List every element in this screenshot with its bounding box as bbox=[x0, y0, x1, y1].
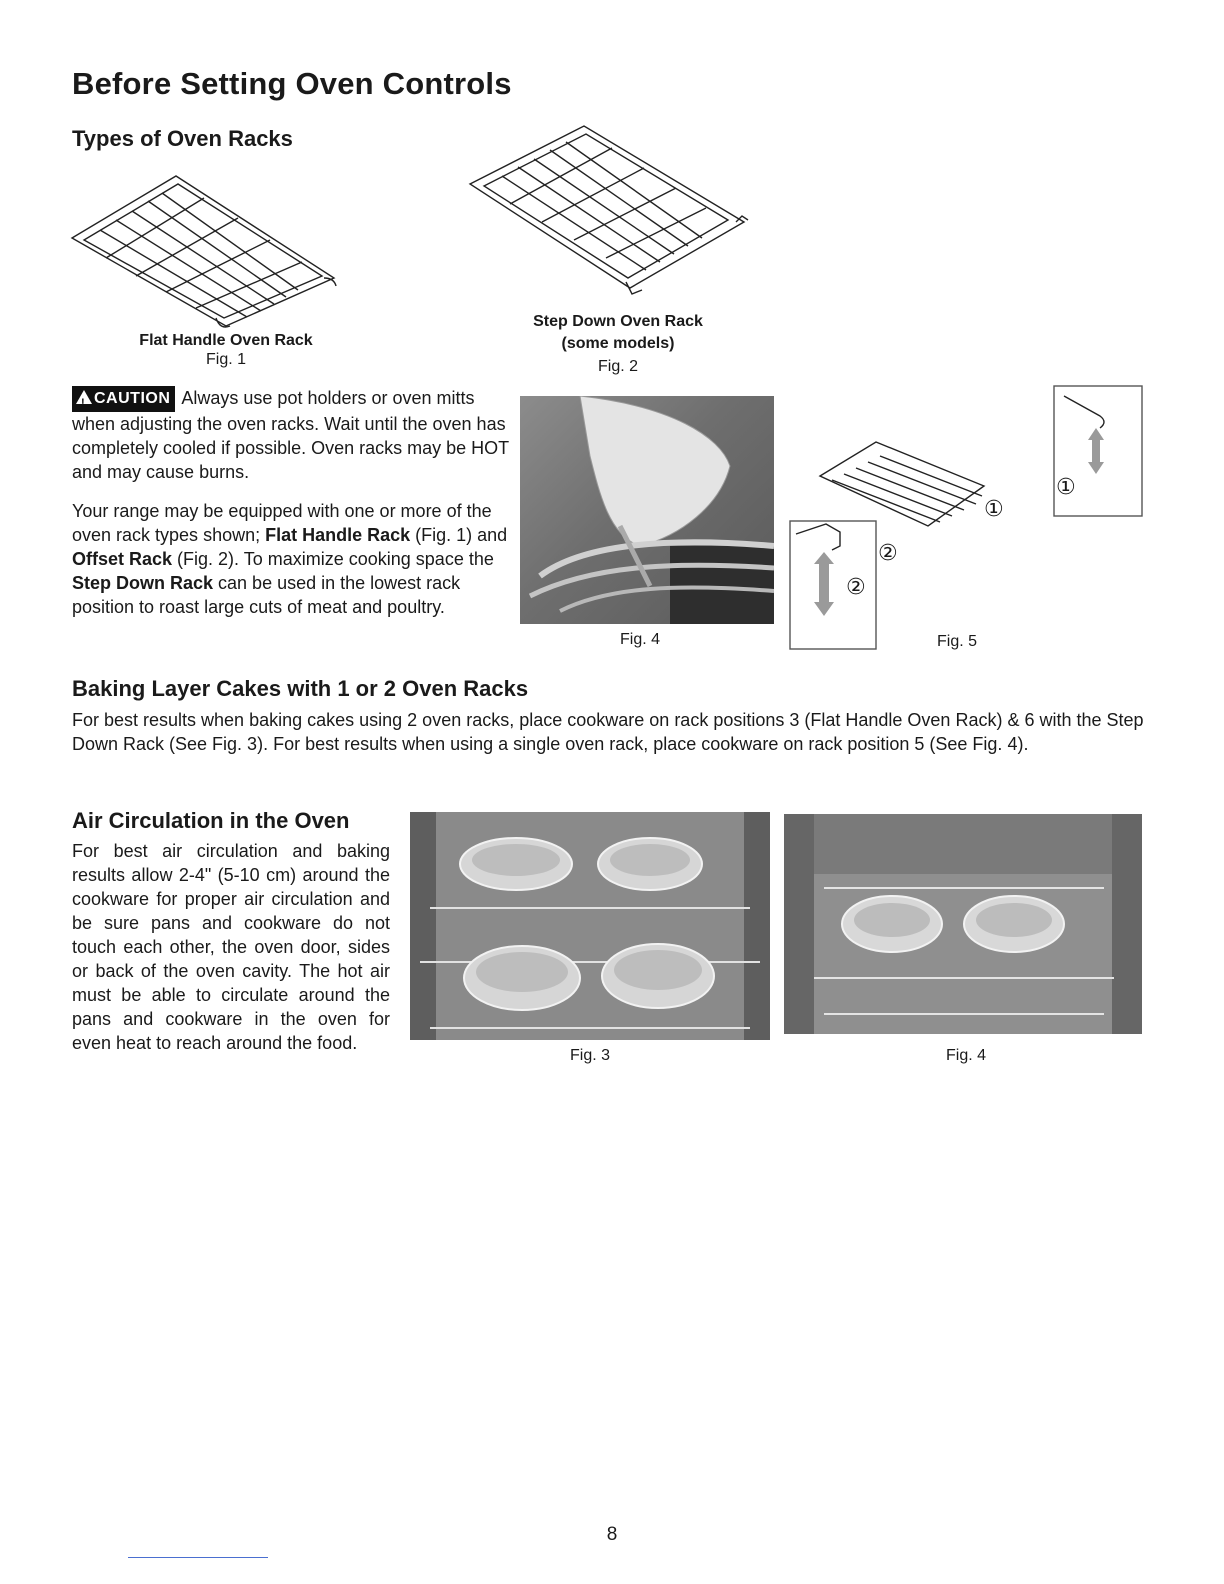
step-down-rack-term: Step Down Rack bbox=[72, 573, 214, 593]
caution-text: Always use pot holders or oven mitts when adjusting the oven racks. Wait until the oven has completely cooled if possible. Oven racks may be HOT and may cause burns. bbox=[72, 388, 509, 482]
fig1-label: Flat Handle Oven Rack bbox=[139, 332, 313, 349]
offset-rack-term: Offset Rack bbox=[72, 549, 173, 569]
page-number: 8 bbox=[606, 1524, 618, 1545]
caution-block bbox=[72, 386, 512, 484]
baking-heading: Baking Layer Cakes with 1 or 2 Oven Racks bbox=[72, 676, 529, 701]
fig2-label-line1: Step Down Oven Rack bbox=[533, 313, 703, 330]
types-heading: Types of Oven Racks bbox=[72, 126, 293, 151]
fig4-bottom-caption: Fig. 4 bbox=[945, 1047, 986, 1064]
air-heading: Air Circulation in the Oven bbox=[72, 808, 350, 833]
air-text: For best air circulation and baking results allow 2-4" (5-10 cm) around the cookware for proper air circulation and be sure pans and cookware do not touch each other, the oven door, sides or back of the oven cavity. The hot air must be able to circulate around the pans and cookware in the oven for even heat to reach around the food. bbox=[72, 841, 390, 1053]
flat-handle-rack-illustration bbox=[66, 168, 346, 328]
single-rack-oven-photo bbox=[784, 814, 1142, 1034]
fig1-caption: Fig. 1 bbox=[205, 351, 246, 368]
fig5-marker-two-a: ② bbox=[878, 540, 898, 565]
fig2-label-line2: (some models) bbox=[561, 335, 675, 352]
step-down-rack-illustration bbox=[466, 122, 756, 297]
fig3-caption: Fig. 3 bbox=[569, 1047, 610, 1064]
fig5-marker-one-b: ① bbox=[1056, 474, 1076, 499]
rack-removal-diagram bbox=[786, 384, 1146, 652]
fig5-caption: Fig. 5 bbox=[936, 633, 977, 650]
fig5-marker-one-a: ① bbox=[984, 496, 1004, 521]
page-title: Before Setting Oven Controls bbox=[72, 66, 512, 101]
flat-handle-rack-term: Flat Handle Rack bbox=[265, 525, 411, 545]
caution-badge: !CAUTION bbox=[72, 386, 175, 412]
fig5-marker-two-b: ② bbox=[846, 574, 866, 599]
fig4-top-caption: Fig. 4 bbox=[619, 631, 660, 648]
oven-mitt-photo bbox=[520, 396, 774, 624]
warning-icon bbox=[76, 390, 92, 404]
two-rack-oven-photo bbox=[410, 812, 770, 1040]
baking-text: For best results when baking cakes using 2 oven racks, place cookware on rack positions 3 (Flat Handle Oven Rack) & 6 with the Step Down Rack (See Fig. 3). For best results when using a single oven rack, place cookware on rack position 5 (See Fig. 4). bbox=[72, 710, 1144, 754]
rack-types-paragraph: Your range may be equipped with one or more of the oven rack types shown; Flat Handle Rack (Fig. 1) and Offset Rack (Fig. 2). To maximize cooking space the Step Down Rack can be used in the lowest rack position to roast large cuts of meat and poultry. bbox=[72, 501, 508, 617]
fig2-caption: Fig. 2 bbox=[597, 358, 638, 375]
footer-divider bbox=[128, 1557, 268, 1558]
